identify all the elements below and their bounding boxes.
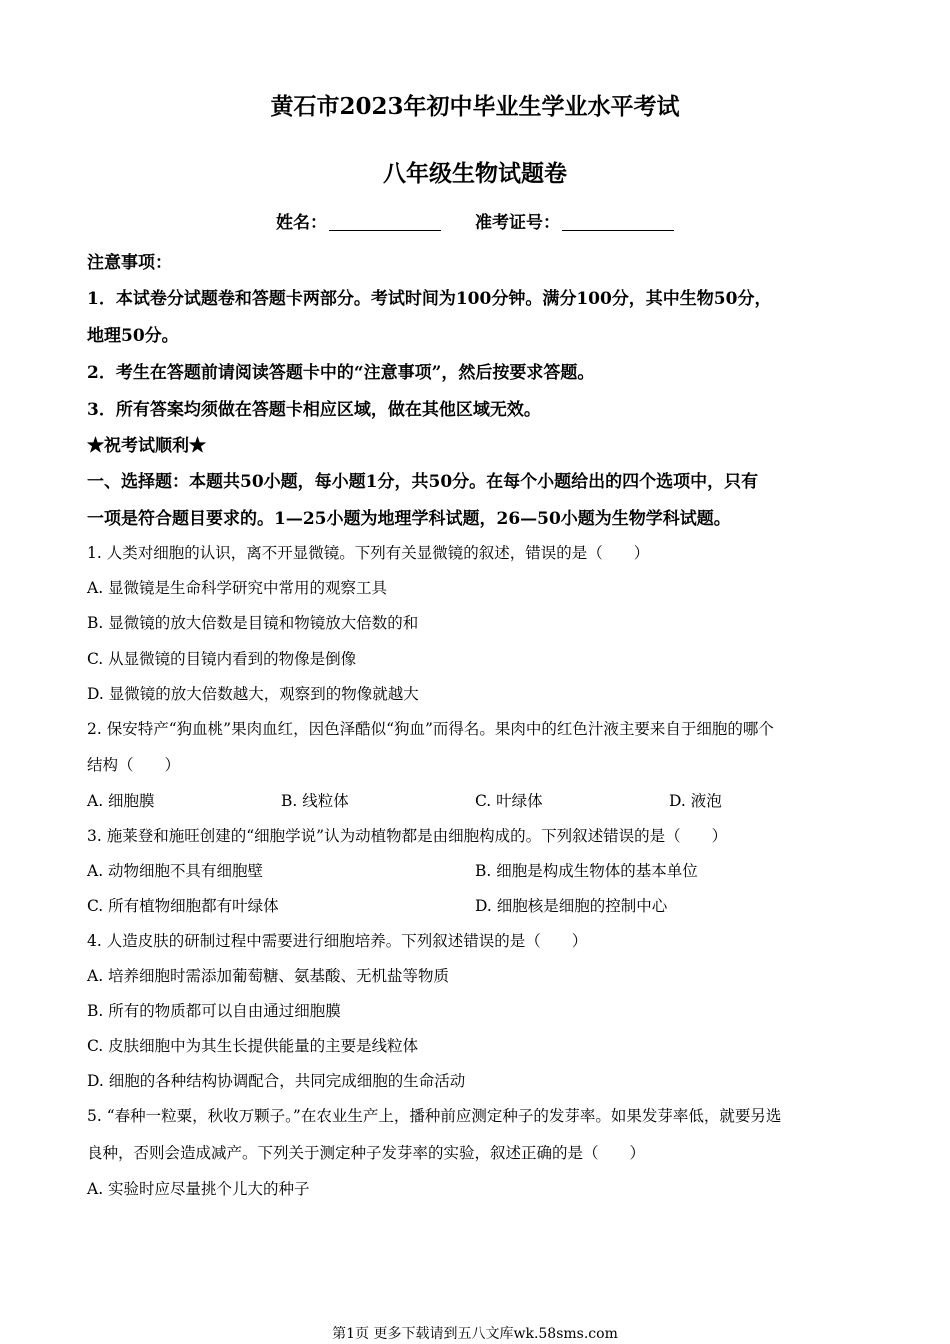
notice-heading: 注意事项： <box>87 253 172 273</box>
question-3-option-c: C. 所有植物细胞都有叶绿体 <box>87 897 279 915</box>
question-2-option-d: D. 液泡 <box>669 792 722 810</box>
question-1-stem: 1. 人类对细胞的认识，离不开显微镜。下列有关显微镜的叙述，错误的是（ ） <box>87 544 650 562</box>
question-4-option-b: B. 所有的物质都可以自由通过细胞膜 <box>87 1002 341 1020</box>
question-5-option-a: A. 实验时应尽量挑个儿大的种子 <box>87 1180 310 1198</box>
question-1-option-c: C. 从显微镜的目镜内看到的物像是倒像 <box>87 650 357 668</box>
question-3-option-b: B. 细胞是构成生物体的基本单位 <box>475 862 698 880</box>
name-label: 姓名： <box>276 213 327 233</box>
page-footer: 第1页 更多下载请到五八文库wk.58sms.com <box>332 1326 618 1342</box>
id-blank <box>562 212 674 231</box>
good-luck-line: ★祝考试顺利★ <box>87 436 206 456</box>
question-4-option-c: C. 皮肤细胞中为其生长提供能量的主要是线粒体 <box>87 1037 419 1055</box>
exam-subtitle: 八年级生物试题卷 <box>383 160 567 187</box>
question-2-option-b: B. 线粒体 <box>281 792 349 810</box>
question-1-option-d: D. 显微镜的放大倍数越大，观察到的物像就越大 <box>87 685 419 703</box>
notice-item-3: 3．所有答案均须做在答题卡相应区域，做在其他区域无效。 <box>87 400 541 420</box>
exam-title: 黄石市2023年初中毕业生学业水平考试 <box>270 93 680 120</box>
section-instructions: 一、选择题：本题共50小题，每小题1分，共50分。在每个小题给出的四个选项中，只有 <box>87 472 759 492</box>
question-3-stem: 3. 施莱登和施旺创建的“细胞学说”认为动植物都是由细胞构成的。下列叙述错误的是（ ） <box>87 827 728 845</box>
id-label: 准考证号： <box>475 213 560 233</box>
question-5-stem: 5. “春种一粒粟，秋收万颗子。”在农业生产上，播种前应测定种子的发芽率。如果发芽率低，就要另选 <box>87 1107 782 1125</box>
notice-item-1-cont: 地理50分。 <box>87 326 179 346</box>
notice-item-2: 2．考生在答题前请阅读答题卡中的“注意事项”，然后按要求答题。 <box>87 363 595 383</box>
question-3-option-a: A. 动物细胞不具有细胞壁 <box>87 862 264 880</box>
question-1-option-a: A. 显微镜是生命科学研究中常用的观察工具 <box>87 579 388 597</box>
question-2-stem-cont: 结构（ ） <box>87 756 181 774</box>
section-instructions-cont: 一项是符合题目要求的。1—25小题为地理学科试题，26—50小题为生物学科试题。 <box>87 509 731 529</box>
question-2-option-a: A. 细胞膜 <box>87 792 155 810</box>
name-blank <box>329 212 441 231</box>
question-2-stem: 2. 保安特产“狗血桃”果肉血红，因色泽酷似“狗血”而得名。果肉中的红色汁液主要来自于细胞的哪个 <box>87 720 774 738</box>
question-2-option-c: C. 叶绿体 <box>475 792 543 810</box>
question-4-stem: 4. 人造皮肤的研制过程中需要进行细胞培养。下列叙述错误的是（ ） <box>87 932 588 950</box>
candidate-fields <box>0 208 950 233</box>
question-4-option-a: A. 培养细胞时需添加葡萄糖、氨基酸、无机盐等物质 <box>87 967 450 985</box>
notice-item-1: 1．本试卷分试题卷和答题卡两部分。考试时间为100分钟。满分100分，其中生物50分， <box>87 289 772 309</box>
question-4-option-d: D. 细胞的各种结构协调配合，共同完成细胞的生命活动 <box>87 1072 466 1090</box>
question-3-option-d: D. 细胞核是细胞的控制中心 <box>475 897 668 915</box>
question-5-stem-cont: 良种，否则会造成减产。下列关于测定种子发芽率的实验，叙述正确的是（ ） <box>87 1144 646 1162</box>
question-1-option-b: B. 显微镜的放大倍数是目镜和物镜放大倍数的和 <box>87 614 419 632</box>
